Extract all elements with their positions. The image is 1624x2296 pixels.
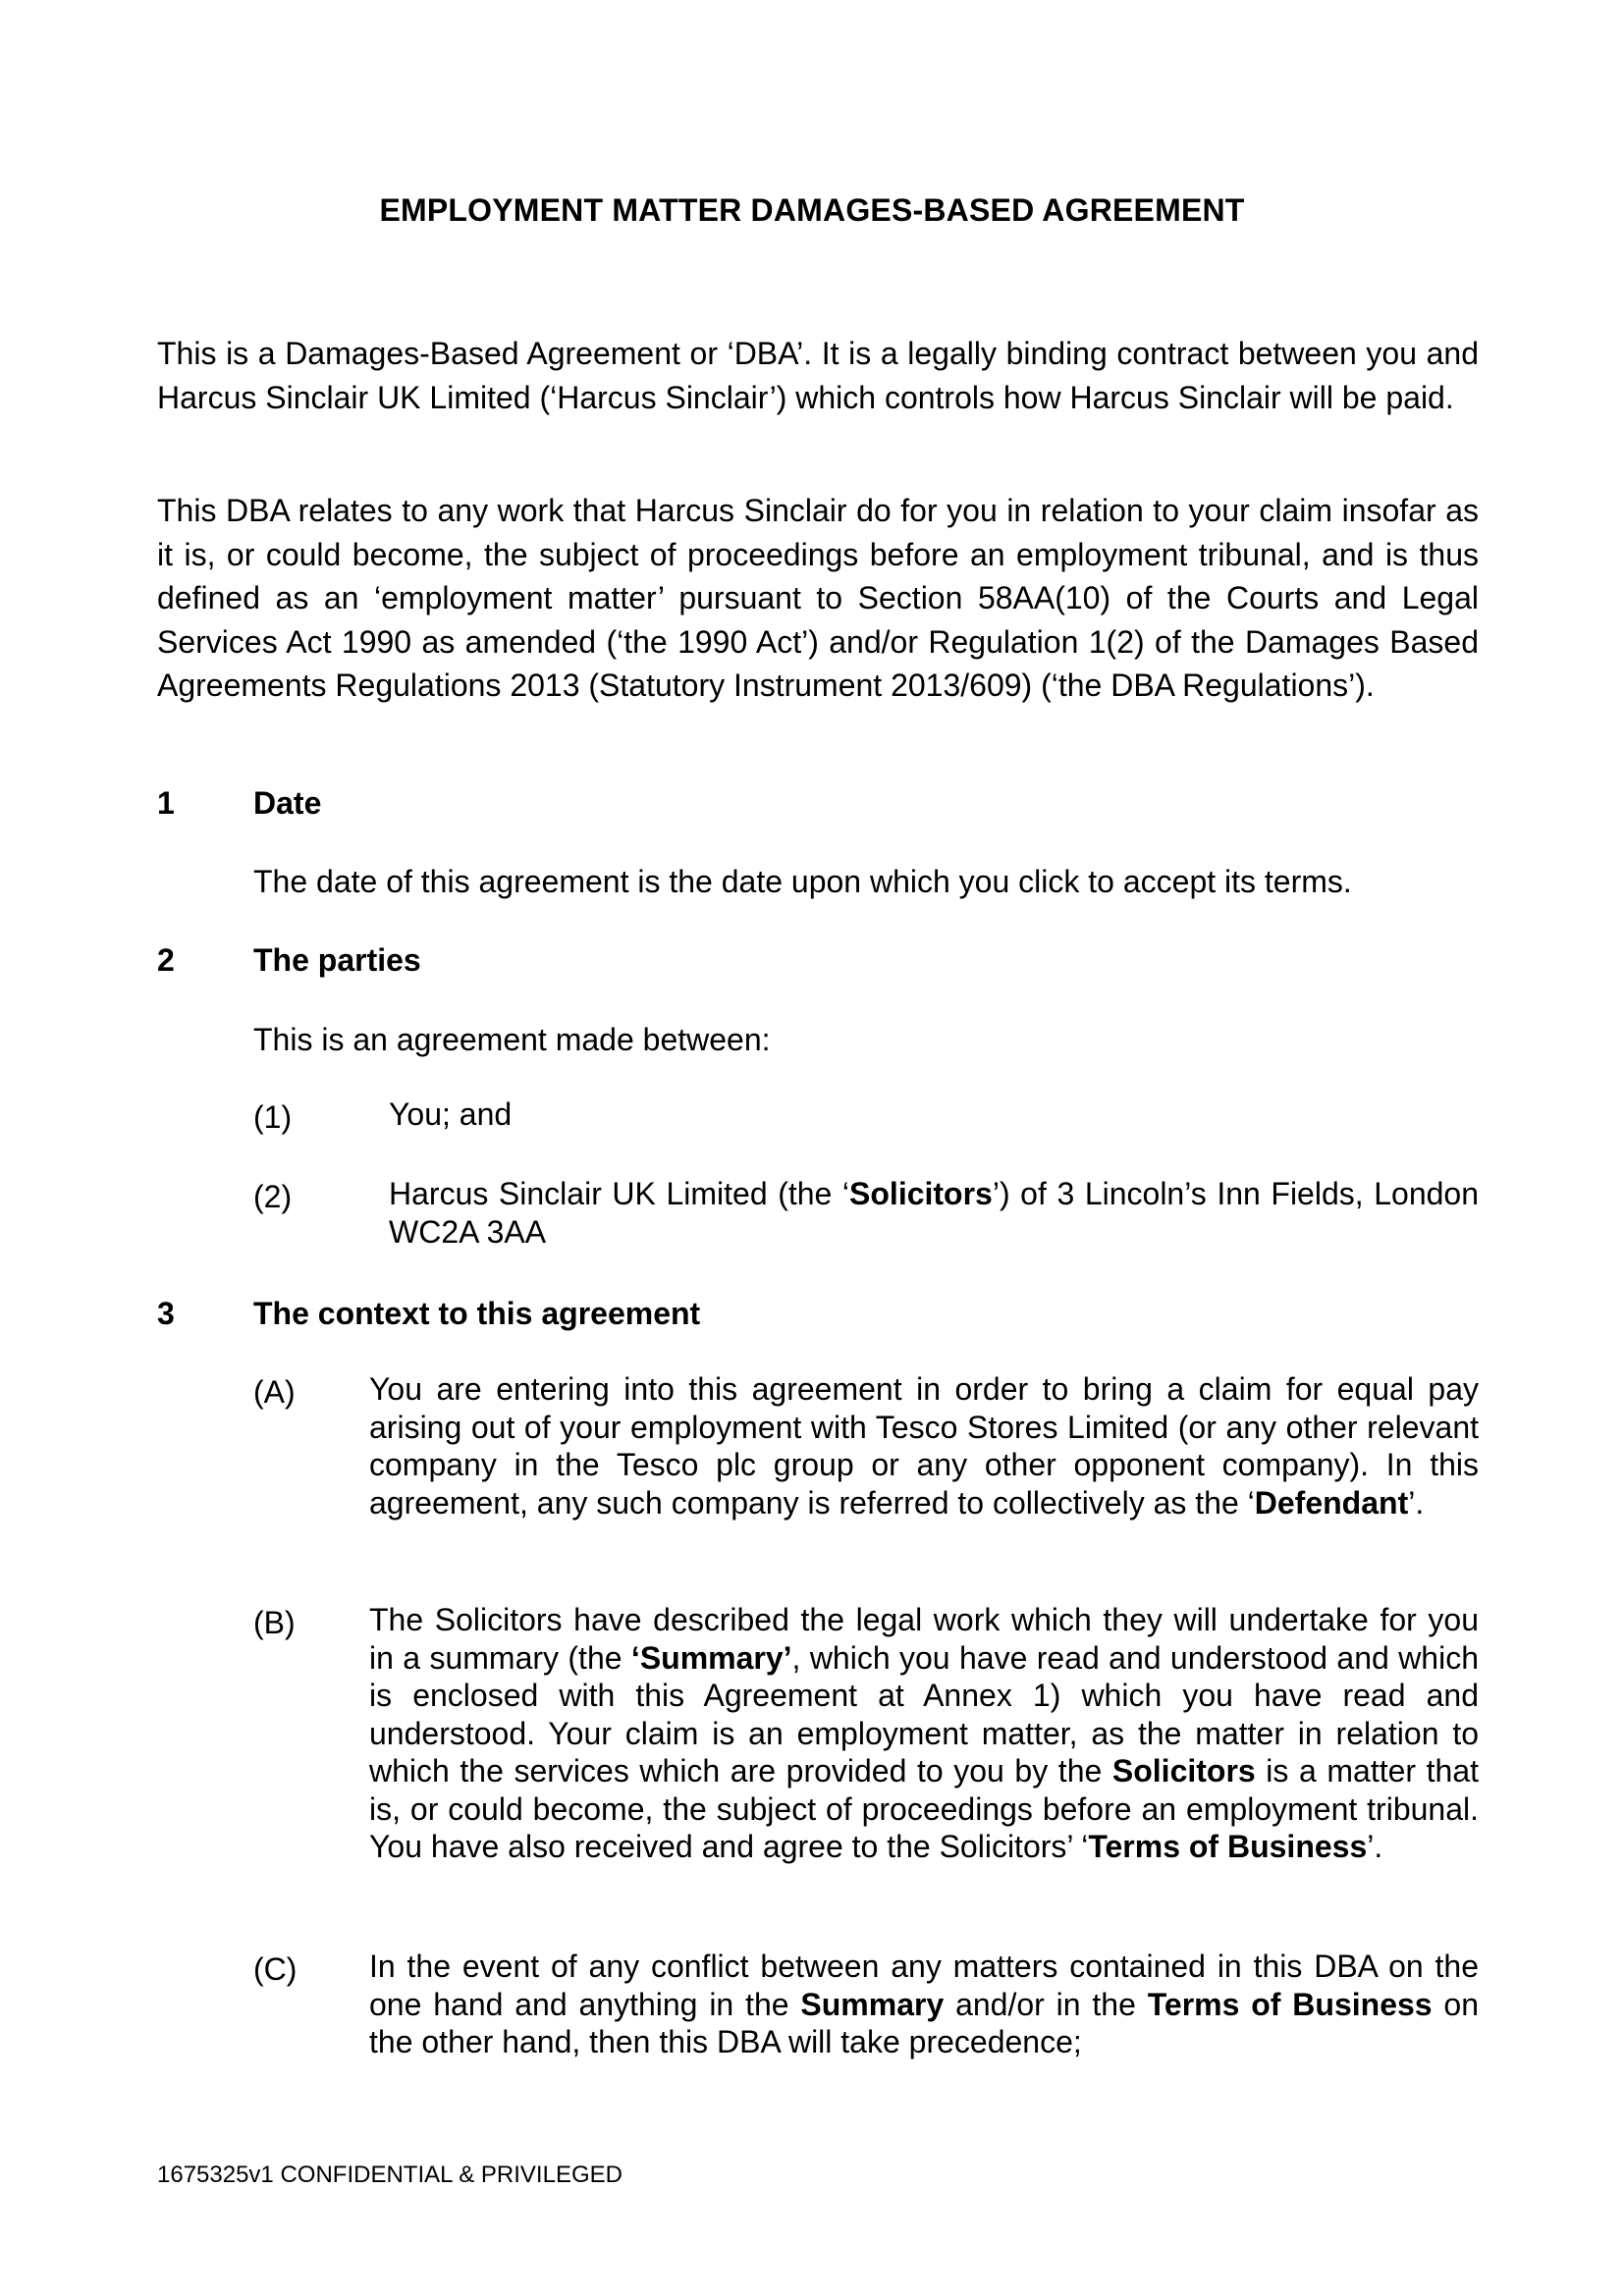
document-footer: 1675325v1 CONFIDENTIAL & PRIVILEGED <box>157 2162 623 2188</box>
section-2-item-2-text: Harcus Sinclair UK Limited (the ‘Solicitors’) of 3 Lincoln’s Inn Fields, London WC2A 3AA <box>389 1176 1480 1250</box>
defined-term-defendant: Defendant <box>1254 1484 1409 1521</box>
section-2-text: This is an agreement made between: <box>253 1022 771 1057</box>
section-2-number: 2 <box>157 942 175 978</box>
section-2-title: The parties <box>253 942 421 978</box>
section-2-item-1-label: (1) <box>253 1099 293 1135</box>
defined-term-terms-of-business-2: Terms of Business <box>1147 1986 1433 2022</box>
section-3-item-a-text: You are entering into this agreement in order to bring a claim for equal pay arising out of your employment with Tesco Stores Limited (or any other relevant company in the Tesco plc group or any other opponent company). In this agreement, any such company is referred to collectively as the ‘Defendant’. <box>369 1371 1479 1521</box>
defined-term-solicitors-2: Solicitors <box>1111 1753 1256 1789</box>
section-3-number: 3 <box>157 1296 175 1331</box>
section-3-title: The context to this agreement <box>253 1296 701 1331</box>
defined-term-terms-of-business: Terms of Business <box>1088 1829 1368 1864</box>
defined-term-summary-2: Summary <box>800 1986 945 2022</box>
section-2-item-2-label: (2) <box>253 1179 293 1214</box>
document-title: EMPLOYMENT MATTER DAMAGES-BASED AGREEMENT <box>379 192 1245 228</box>
section-1-number: 1 <box>157 785 175 821</box>
section-1-title: Date <box>253 785 322 821</box>
section-1-text: The date of this agreement is the date upon which you click to accept its terms. <box>253 864 1352 899</box>
section-3-item-c-text: In the event of any conflict between any matters contained in this DBA on the one hand and anything in the Summary and/or in the Terms of Business on the other hand, then this DBA will take precedence; <box>369 1949 1480 2059</box>
intro-paragraph-1: This is a Damages-Based Agreement or ‘DBA’. It is a legally binding contract between you and Harcus Sinclair UK Limited (‘Harcus Sinclair’) which controls how Harcus Sinclair will be paid. <box>157 336 1479 415</box>
defined-term-solicitors: Solicitors <box>849 1176 993 1211</box>
section-3-item-b-text: The Solicitors have described the legal work which they will undertake for you in a summary (the ‘Summary’, which you have read and understood and which is enclosed with this Agreement at Annex 1) which you have read and understood. Your claim is an employment matter, as the matter in relation to which the services which are provided to you by the Solicitors is a matter that is, or could become, the subject of proceedings before an employment tribunal. You have also received and agree to the Solicitors’ ‘Terms of Business’. <box>369 1602 1480 1864</box>
section-3-item-b-label: (B) <box>253 1605 296 1640</box>
section-2-item-1-text: You; and <box>389 1096 513 1132</box>
intro-paragraph-2: This DBA relates to any work that Harcus Sinclair do for you in relation to your claim insofar as it is, or could become, the subject of proceedings before an employment tribunal, and is thus defined as an ‘employment matter’ pursuant to Section 58AA(10) of the Courts and Legal Services Act 1990 as amended (‘the 1990 Act’) and/or Regulation 1(2) of the Damages Based Agreements Regulations 2013 (Statutory Instrument 2013/609) (‘the DBA Regulations’). <box>157 493 1479 703</box>
section-3-item-a-label: (A) <box>253 1374 296 1410</box>
section-3-item-c-label: (C) <box>253 1951 298 1987</box>
defined-term-summary: ‘Summary’ <box>630 1639 792 1676</box>
